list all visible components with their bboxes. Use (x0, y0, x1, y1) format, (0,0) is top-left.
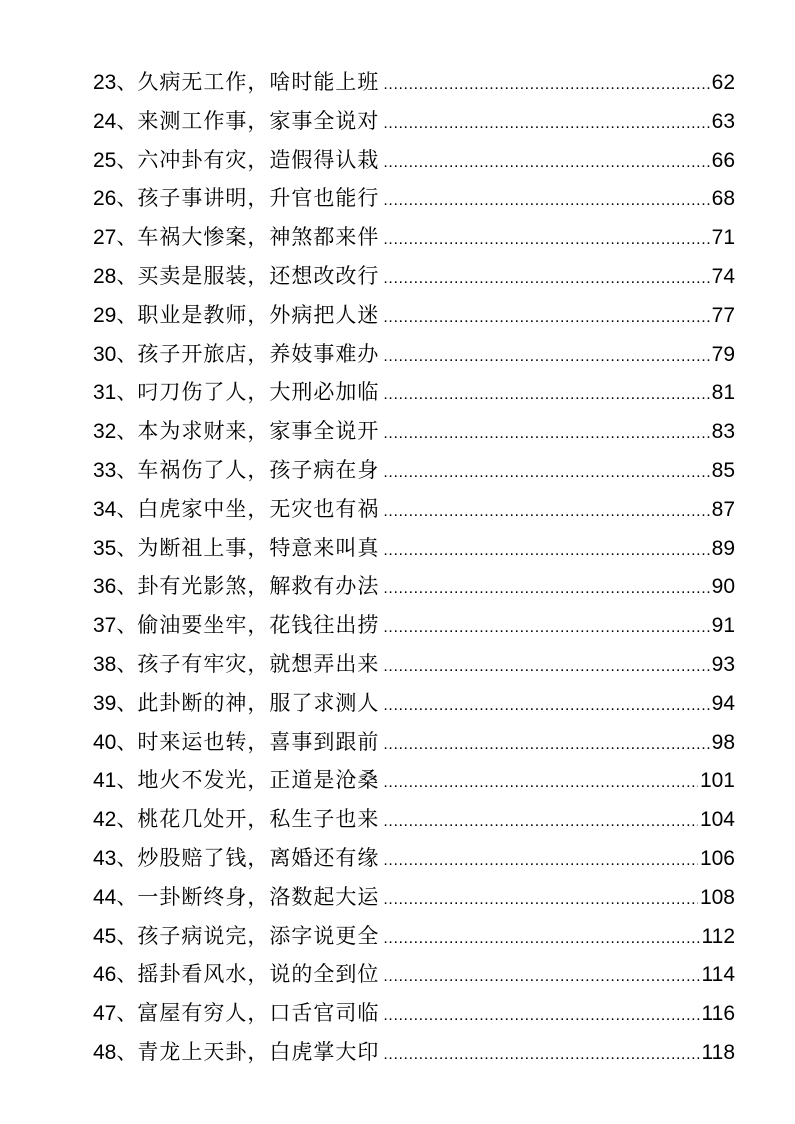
entry-separator: 、 (116, 807, 138, 832)
entry-title: 孩子事讲明，升官也能行 (137, 186, 380, 211)
dot-leader (383, 376, 709, 415)
entry-separator: 、 (116, 225, 138, 250)
dot-leader (383, 338, 709, 377)
entry-page-number: 112 (701, 924, 735, 948)
toc-entry-36[interactable] (93, 567, 735, 606)
entry-title: 孩子有牢灾，就想弄出来 (137, 651, 380, 676)
toc-entry-30[interactable] (93, 335, 735, 374)
entry-separator: 、 (116, 1001, 138, 1026)
entry-title: 白虎家中坐，无灾也有祸 (137, 496, 380, 521)
entry-separator: 、 (116, 729, 138, 754)
dot-leader (383, 1036, 699, 1075)
entry-number: 40 (93, 730, 117, 754)
toc-entry-41[interactable] (93, 761, 735, 800)
entry-number: 31 (93, 381, 117, 405)
entry-page-number: 71 (711, 226, 735, 250)
entry-page-number: 77 (711, 303, 735, 327)
entry-title: 富屋有穷人，口舌官司临 (137, 1001, 380, 1026)
entry-separator: 、 (116, 457, 138, 482)
entry-page-number: 98 (711, 730, 735, 754)
entry-number: 34 (93, 497, 117, 521)
entry-separator: 、 (116, 419, 138, 444)
dot-leader (383, 105, 709, 144)
table-of-contents (93, 63, 735, 1072)
toc-entry-35[interactable] (93, 529, 735, 568)
entry-title: 来测工作事，家事全说对 (137, 108, 380, 133)
entry-title: 买卖是服装，还想改改行 (137, 263, 380, 288)
entry-separator: 、 (116, 302, 138, 327)
entry-number: 47 (93, 1002, 117, 1026)
entry-title: 叼刀伤了人，大刑必加临 (137, 380, 380, 405)
entry-number: 46 (93, 963, 117, 987)
entry-separator: 、 (116, 535, 138, 560)
entry-page-number: 85 (711, 458, 735, 482)
entry-separator: 、 (116, 186, 138, 211)
toc-entry-37[interactable] (93, 606, 735, 645)
toc-entry-33[interactable] (93, 451, 735, 490)
entry-title: 青龙上天卦，白虎掌大印 (137, 1039, 380, 1064)
entry-separator: 、 (116, 70, 138, 94)
entry-page-number: 62 (711, 71, 735, 94)
dot-leader (383, 570, 709, 609)
entry-page-number: 83 (711, 420, 735, 444)
dot-leader (383, 726, 709, 765)
toc-entry-26[interactable] (93, 179, 735, 218)
toc-entry-39[interactable] (93, 684, 735, 723)
dot-leader (383, 415, 709, 454)
entry-number: 39 (93, 691, 117, 715)
entry-page-number: 93 (711, 652, 735, 676)
entry-separator: 、 (116, 923, 138, 948)
dot-leader (383, 803, 698, 842)
entry-number: 25 (93, 148, 117, 172)
entry-page-number: 87 (711, 497, 735, 521)
dot-leader (383, 687, 709, 726)
entry-separator: 、 (116, 651, 138, 676)
entry-page-number: 81 (711, 381, 735, 405)
toc-entry-47[interactable] (93, 994, 735, 1033)
entry-title: 车祸大惨案，神煞都来伴 (137, 225, 380, 250)
entry-number: 30 (93, 342, 117, 366)
entry-title: 偷油要坐牢，花钱往出捞 (137, 613, 380, 638)
entry-separator: 、 (116, 108, 138, 133)
entry-title: 卦有光影煞，解救有办法 (137, 574, 380, 599)
toc-entry-28[interactable] (93, 257, 735, 296)
entry-number: 26 (93, 187, 117, 211)
entry-number: 41 (93, 769, 117, 793)
entry-separator: 、 (116, 263, 138, 288)
entry-number: 23 (93, 71, 117, 94)
entry-title: 炒股赔了钱，离婚还有缘 (137, 845, 380, 870)
toc-entry-24[interactable] (93, 102, 735, 141)
entry-number: 37 (93, 614, 117, 638)
entry-separator: 、 (116, 613, 138, 638)
dot-leader (383, 997, 699, 1036)
entry-number: 28 (93, 264, 117, 288)
entry-title: 为断祖上事，特意来叫真 (137, 535, 380, 560)
toc-entry-34[interactable] (93, 490, 735, 529)
toc-entry-38[interactable] (93, 645, 735, 684)
toc-entry-46[interactable] (93, 955, 735, 994)
entry-separator: 、 (116, 690, 138, 715)
entry-page-number: 116 (701, 1002, 735, 1026)
entry-page-number: 94 (711, 691, 735, 715)
toc-entry-45[interactable] (93, 917, 735, 956)
dot-leader (383, 66, 709, 105)
entry-separator: 、 (116, 147, 138, 172)
toc-entry-32[interactable] (93, 412, 735, 451)
dot-leader (383, 454, 709, 493)
toc-entry-40[interactable] (93, 723, 735, 762)
dot-leader (383, 221, 709, 260)
entry-title: 桃花几处开，私生子也来 (137, 807, 380, 832)
entry-title: 六冲卦有灾，造假得认栽 (137, 147, 380, 172)
entry-title: 车祸伤了人，孩子病在身 (137, 457, 380, 482)
entry-number: 38 (93, 652, 117, 676)
dot-leader (383, 958, 699, 997)
entry-title: 职业是教师，外病把人迷 (137, 302, 380, 327)
entry-separator: 、 (116, 962, 138, 987)
dot-leader (383, 764, 698, 803)
toc-entry-48[interactable] (93, 1033, 735, 1072)
toc-entry-29[interactable] (93, 296, 735, 335)
dot-leader (383, 609, 709, 648)
entry-number: 35 (93, 536, 117, 560)
entry-number: 33 (93, 458, 117, 482)
entry-separator: 、 (116, 768, 138, 793)
toc-entry-31[interactable] (93, 373, 735, 412)
toc-entry-25[interactable] (93, 141, 735, 180)
entry-title: 孩子开旅店，养妓事难办 (137, 341, 380, 366)
toc-entry-27[interactable] (93, 218, 735, 257)
entry-number: 24 (93, 109, 117, 133)
entry-page-number: 118 (701, 1040, 735, 1064)
entry-page-number: 106 (699, 846, 735, 870)
dot-leader (383, 881, 698, 920)
entry-separator: 、 (116, 380, 138, 405)
entry-title: 地火不发光，正道是沧桑 (137, 768, 380, 793)
entry-title: 孩子病说完，添字说更全 (137, 923, 380, 948)
entry-separator: 、 (116, 574, 138, 599)
dot-leader (383, 260, 709, 299)
toc-entry-44[interactable] (93, 878, 735, 917)
toc-entry-23[interactable] (93, 63, 735, 102)
entry-page-number: 66 (711, 148, 735, 172)
entry-title: 本为求财来，家事全说开 (137, 419, 380, 444)
entry-separator: 、 (116, 341, 138, 366)
entry-page-number: 90 (711, 575, 735, 599)
entry-number: 45 (93, 924, 117, 948)
dot-leader (383, 493, 709, 532)
entry-page-number: 68 (711, 187, 735, 211)
entry-separator: 、 (116, 496, 138, 521)
dot-leader (383, 532, 709, 571)
entry-page-number: 108 (699, 885, 735, 909)
entry-page-number: 101 (699, 769, 735, 793)
entry-title: 一卦断终身，洛数起大运 (137, 884, 380, 909)
dot-leader (383, 648, 709, 687)
dot-leader (383, 920, 699, 959)
toc-entry-42[interactable] (93, 800, 735, 839)
entry-number: 32 (93, 420, 117, 444)
entry-title: 摇卦看风水，说的全到位 (137, 962, 380, 987)
entry-number: 36 (93, 575, 117, 599)
entry-separator: 、 (116, 884, 138, 909)
entry-title: 久病无工作，啥时能上班 (137, 70, 380, 94)
entry-page-number: 79 (711, 342, 735, 366)
dot-leader (383, 144, 709, 183)
entry-separator: 、 (116, 845, 138, 870)
dot-leader (383, 842, 698, 881)
entry-page-number: 89 (711, 536, 735, 560)
entry-separator: 、 (116, 1039, 138, 1064)
entry-number: 48 (93, 1040, 117, 1064)
entry-number: 43 (93, 846, 117, 870)
entry-page-number: 114 (701, 963, 735, 987)
entry-title: 此卦断的神，服了求测人 (137, 690, 380, 715)
entry-number: 29 (93, 303, 117, 327)
entry-page-number: 91 (711, 614, 735, 638)
entry-number: 27 (93, 226, 117, 250)
entry-page-number: 74 (711, 264, 735, 288)
toc-entry-43[interactable] (93, 839, 735, 878)
entry-page-number: 104 (699, 808, 735, 832)
dot-leader (383, 182, 709, 221)
entry-number: 44 (93, 885, 117, 909)
dot-leader (383, 299, 709, 338)
entry-title: 时来运也转，喜事到跟前 (137, 729, 380, 754)
entry-number: 42 (93, 808, 117, 832)
entry-page-number: 63 (711, 109, 735, 133)
